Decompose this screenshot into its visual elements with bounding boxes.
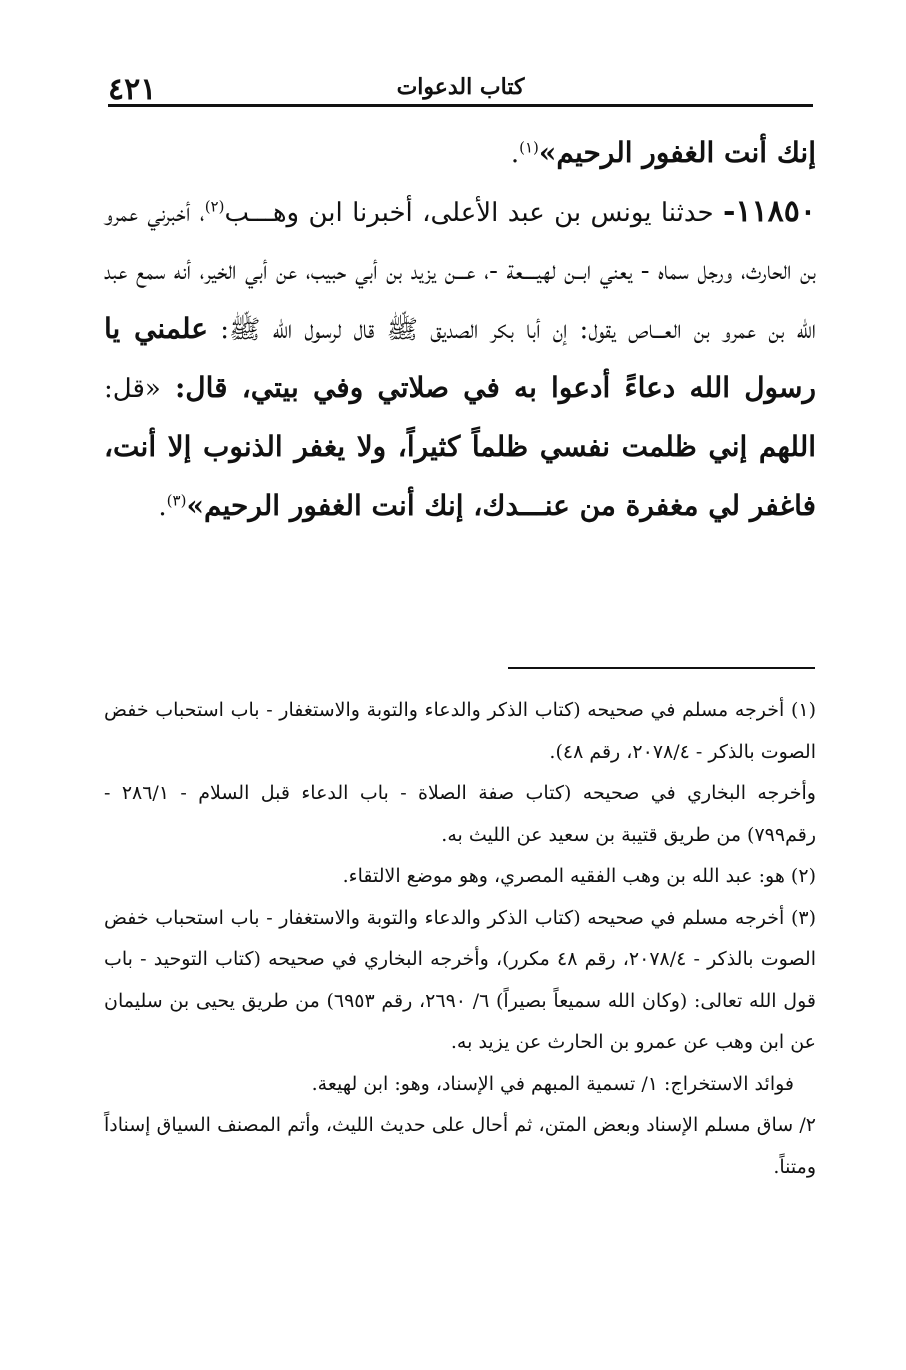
- footnote-2: (٢) هو: عبد الله بن وهب الفقيه المصري، وهو موضع الالتقاء.: [342, 865, 816, 887]
- hadith-chain-1: حدثنا يونس بن عبد الأعلى، أخبرنا ابن وهـــب: [224, 198, 723, 228]
- footnote-1: (١) أخرجه مسلم في صحيحه (كتاب الذكر والدعاء والتوبة والاستغفار - باب استحباب خفض الصوت بالذكر - ٢٠٧٨/٤، رقم ٤٨).: [104, 699, 816, 763]
- page-number: ٤٢١: [108, 72, 157, 107]
- continuation-line: [104, 124, 816, 183]
- running-title: كتاب الدعوات: [396, 74, 525, 100]
- footnote-separator: [508, 667, 815, 669]
- footnotes: [104, 690, 816, 1188]
- benefits-line-2: ٢/ ساق مسلم الإسناد وبعض المتن، ثم أحال على حديث الليث، وأتم المصنف السياق إسناداً ومتناً.: [104, 1114, 816, 1178]
- footnote-ref-3: (٣): [166, 491, 187, 510]
- hadith-number: ١١٨٥٠-: [722, 194, 816, 229]
- benefits-line-1: فوائد الاستخراج: ١/ تسمية المبهم في الإسناد، وهو: ابن لهيعة.: [311, 1072, 794, 1095]
- footnote-ref-1: (١): [519, 138, 539, 157]
- hadith-request: علمني يا رسول الله دعاءً أدعوا به في صلاتي وفي بيتي، قال:: [104, 312, 816, 404]
- footnote-3: (٣) أخرجه مسلم في صحيحه (كتاب الذكر والدعاء والتوبة والاستغفار - باب استحباب خفض الصوت بالذكر - ٢٠٧٨/٤، رقم ٤٨ مكرر)، وأخرجه البخاري في صحيحه (كتاب التوحيد - باب قول الله تعالى: (وكان الله سميعاً بصيراً) ٦/ ٢٦٩٠، رقم ٦٩٥٣) من طريق يحيى بن سليمان عن ابن وهب عن عمرو بن الحارث عن يزيد به.: [104, 906, 817, 1053]
- hadith-dua: اللهم إني ظلمت نفسي ظلماً كثيراً، ولا يغفر الذنوب إلا أنت، فاغفر لي مغفرة من عنـــدك، إنك أنت الغفور الرحيم»: [104, 430, 816, 522]
- continuation-bold: إنك أنت الغفور الرحيم»: [538, 136, 816, 169]
- hadith-chain-2: ، أخبرني عمرو بن الحارث، ورجل سماه - يعني ابــن لهيــــعة -، عـــن يزيد بن أبي حبيب، عن أبي الخير، أنه سمع عبد الله بن عمرو بن العـــاص يقول: إن أبا بكر الصديق ﷺ قال لرسول الله ﷺ:: [104, 198, 817, 345]
- header-rule: [108, 104, 813, 107]
- continuation-end: .: [510, 139, 520, 169]
- footnote-ref-2: (٢): [204, 197, 225, 216]
- footnote-1-continued: وأخرجه البخاري في صحيحه (كتاب صفة الصلاة - باب الدعاء قبل السلام - ٢٨٦/١ - رقم٧٩٩) من طريق قتيبة بن سعيد عن الليث به.: [104, 782, 816, 846]
- page-header: [108, 68, 813, 108]
- main-text: [104, 124, 816, 536]
- hadith-paragraph: [104, 183, 816, 536]
- hadith-quote-open: «قل:: [104, 374, 161, 404]
- hadith-end: .: [158, 492, 167, 522]
